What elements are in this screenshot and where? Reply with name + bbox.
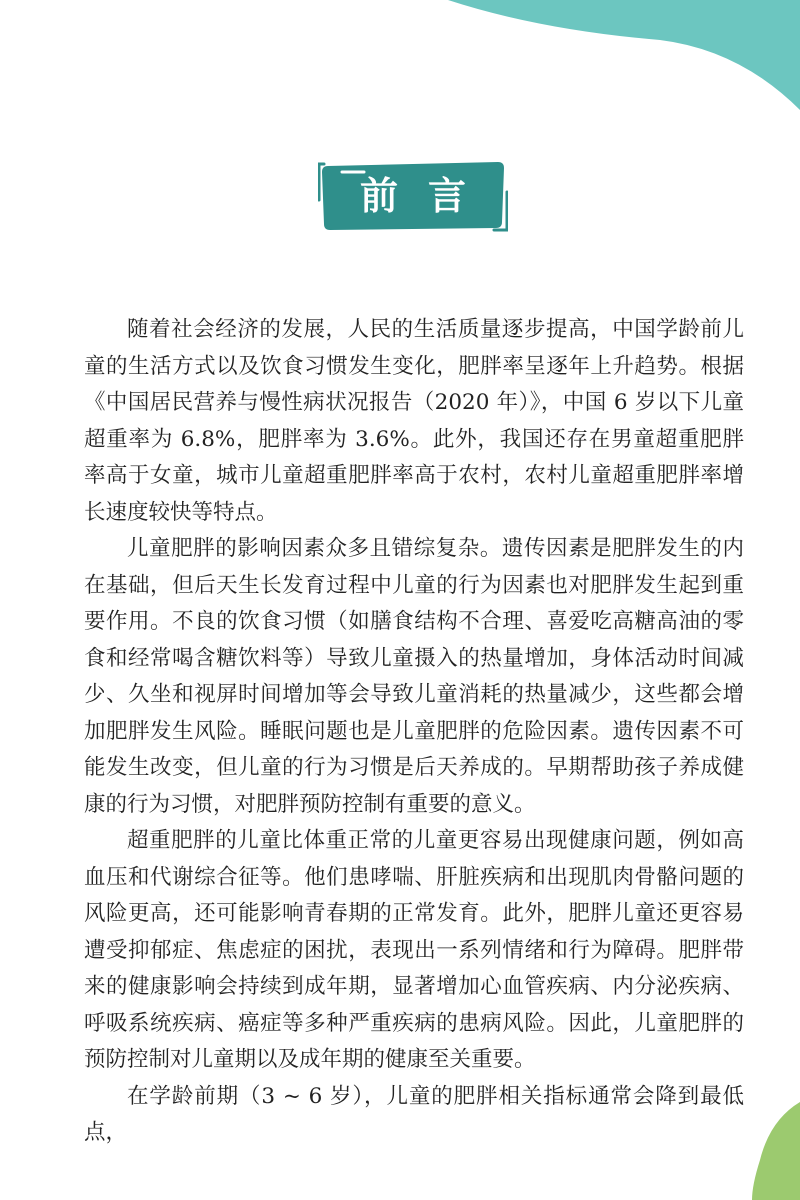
paragraph-3: 超重肥胖的儿童比体重正常的儿童更容易出现健康问题，例如高血压和代谢综合征等。他们患哮喘、肝脏疾病和出现肌肉骨骼问题的风险更高，还可能影响青春期的正常发育。此外，肥胖儿童还更容易遭受抑郁症、焦虑症的困扰，表现出一系列情绪和行为障碍。肥胖带来的健康影响会持续到成年期，显著增加心血管疾病、内分泌疾病、呼吸系统疾病、癌症等多种严重疾病的患病风险。因此，儿童肥胖的预防控制对儿童期以及成年期的健康至关重要。 xyxy=(84,828,744,1072)
bottom-right-green-blob xyxy=(752,1102,800,1200)
paragraph-4: 在学龄前期（3 ~ 6 岁），儿童的肥胖相关指标通常会降到最低点， xyxy=(84,1083,744,1145)
page-title-banner xyxy=(318,160,508,232)
preface-body xyxy=(84,312,744,1152)
paragraph-2: 儿童肥胖的影响因素众多且错综复杂。遗传因素是肥胖发生的内在基础，但后天生长发育过程中儿童的行为因素也对肥胖发生起到重要作用。不良的饮食习惯（如膳食结构不合理、喜爱吃高糖高油的零食和经常喝含糖饮料等）导致儿童摄入的热量增加，身体活动时间减少、久坐和视屏时间增加等会导致儿童消耗的热量减少，这些都会增加肥胖发生风险。睡眠问题也是儿童肥胖的危险因素。遗传因素不可能发生改变，但儿童的行为习惯是后天养成的。早期帮助孩子养成健康的行为习惯，对肥胖预防控制有重要的意义。 xyxy=(84,536,744,817)
page-title: 前言 xyxy=(359,174,496,218)
top-right-teal-wave xyxy=(448,0,800,110)
paragraph-1: 随着社会经济的发展，人民的生活质量逐步提高，中国学龄前儿童的生活方式以及饮食习惯发生变化，肥胖率呈逐年上升趋势。根据《中国居民营养与慢性病状况报告（2020 年）》，中国 6 岁以下儿童超重率为 6.8%，肥胖率为 3.6%。此外，我国还存在男童超重肥胖率高于女童，城市儿童超重肥胖率高于农村，农村儿童超重肥胖率增长速度较快等特点。 xyxy=(84,317,744,525)
